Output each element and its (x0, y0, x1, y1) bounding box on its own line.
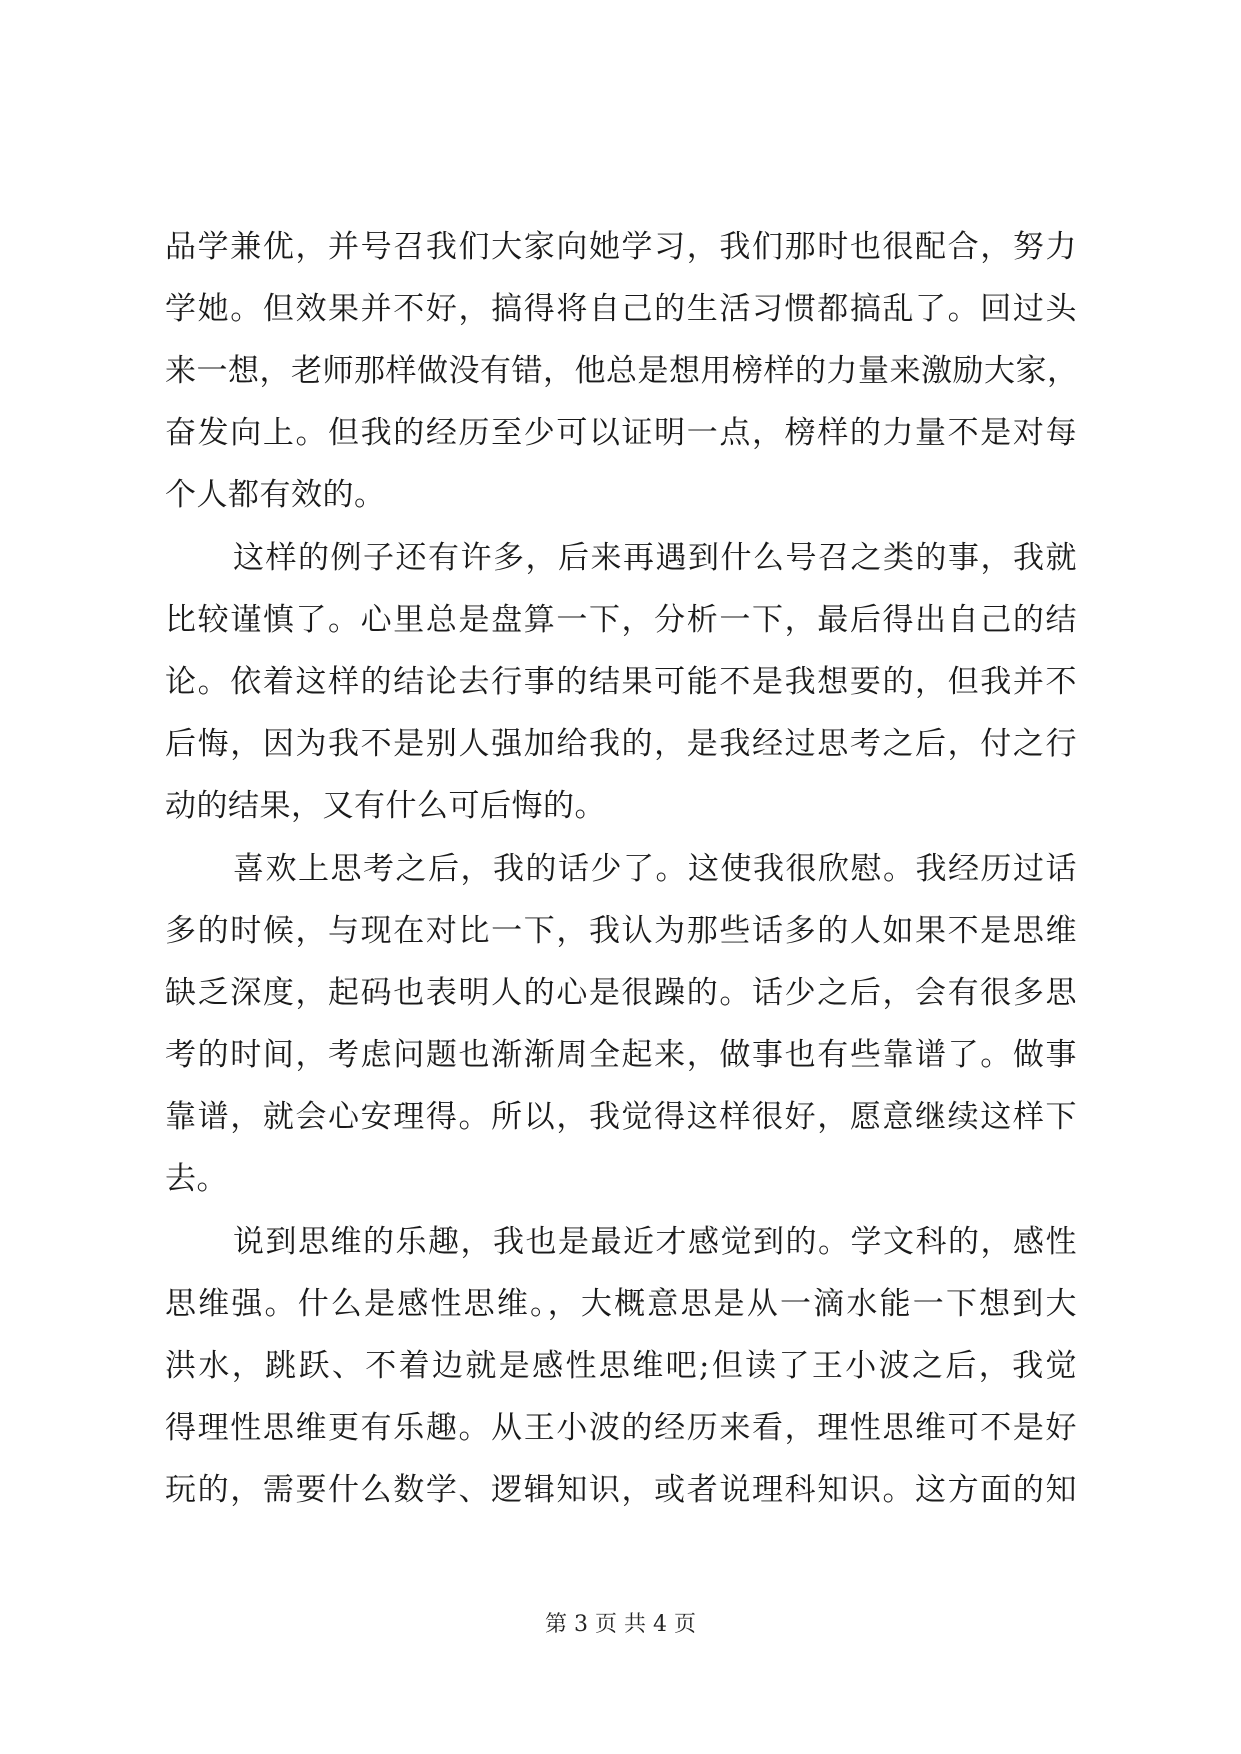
text-line: 去。 (165, 1161, 228, 1197)
text-line: 学她。但效果并不好，搞得将自己的生活习惯都搞乱了。回过头 (165, 291, 1077, 327)
paragraph-first-line: 这样的例子还有许多，后来再遇到什么号召之类的事，我就 (233, 540, 1077, 576)
text-line: 得理性思维更有乐趣。从王小波的经历来看，理性思维可不是好 (165, 1410, 1077, 1446)
text-line: 论。依着这样的结论去行事的结果可能不是我想要的，但我并不 (165, 664, 1077, 700)
text-line: 动的结果，又有什么可后悔的。 (165, 788, 606, 824)
text-line: 缺乏深度，起码也表明人的心是很躁的。话少之后，会有很多思 (165, 975, 1077, 1011)
paragraph-first-line: 喜欢上思考之后，我的话少了。这使我很欣慰。我经历过话 (233, 851, 1077, 887)
text-line: 奋发向上。但我的经历至少可以证明一点，榜样的力量不是对每 (165, 415, 1077, 451)
text-line: 后悔，因为我不是别人强加给我的，是我经过思考之后，付之行 (165, 726, 1077, 762)
text-line: 玩的，需要什么数学、逻辑知识，或者说理科知识。这方面的知 (165, 1472, 1077, 1508)
text-line: 比较谨慎了。心里总是盘算一下，分析一下，最后得出自己的结 (165, 602, 1077, 638)
text-line: 思维强。什么是感性思维。，大概意思是从一滴水能一下想到大 (165, 1286, 1077, 1322)
text-line: 个人都有效的。 (165, 477, 386, 513)
text-line: 来一想，老师那样做没有错，他总是想用榜样的力量来激励大家， (165, 353, 1079, 389)
paragraph-first-line: 说到思维的乐趣，我也是最近才感觉到的。学文科的，感性 (233, 1224, 1077, 1260)
text-line: 考的时间，考虑问题也渐渐周全起来，做事也有些靠谱了。做事 (165, 1037, 1077, 1073)
page-number-footer: 第 3 页 共 4 页 (545, 1612, 696, 1637)
text-line: 品学兼优，并号召我们大家向她学习，我们那时也很配合，努力 (165, 229, 1077, 265)
text-line: 多的时候，与现在对比一下，我认为那些话多的人如果不是思维 (165, 913, 1077, 949)
text-line: 靠谱，就会心安理得。所以，我觉得这样很好，愿意继续这样下 (165, 1099, 1077, 1135)
text-line: 洪水，跳跃、不着边就是感性思维吧;但读了王小波之后，我觉 (165, 1348, 1077, 1384)
